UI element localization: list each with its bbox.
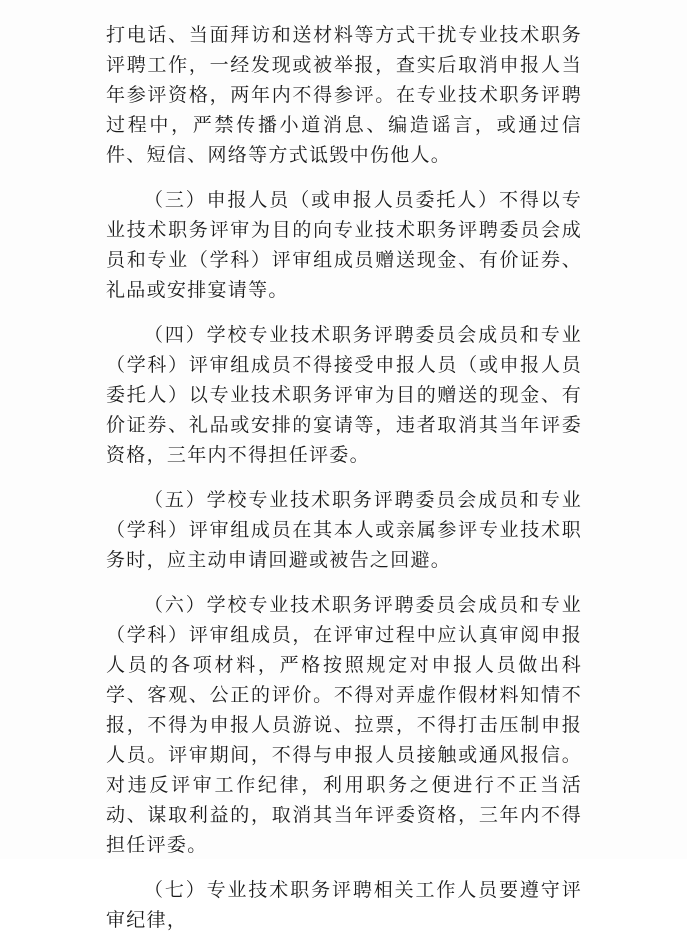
document-body bbox=[106, 20, 582, 935]
paragraph-item-7: （七）专业技术职务评聘相关工作人员要遵守评审纪律， bbox=[106, 879, 582, 931]
paragraph-item-5: （五）学校专业技术职务评聘委员会成员和专业（学科）评审组成员在其本人或亲属参评专业技术职务时，应主动申请回避或被告之回避。 bbox=[106, 489, 582, 571]
paragraph-item-6: （六）学校专业技术职务评聘委员会成员和专业（学科）评审组成员，在评审过程中应认真审阅申报人员的各项材料，严格按照规定对申报人员做出科学、客观、公正的评价。不得对弄虚作假材料知情不报，不得为申报人员游说、拉票，不得打击压制申报人员。评审期间，不得与申报人员接触或通风报信。对违反评审工作纪律，利用职务之便进行不正当活动、谋取利益的，取消其当年评委资格，三年内不得担任评委。 bbox=[106, 594, 582, 856]
paragraph-item-4: （四）学校专业技术职务评聘委员会成员和专业（学科）评审组成员不得接受申报人员（或申报人员委托人）以专业技术职务评审为目的赠送的现金、有价证券、礼品或安排的宴请等，违者取消其当年评委资格，三年内不得担任评委。 bbox=[106, 324, 582, 466]
paragraph-continuation: 打电话、当面拜访和送材料等方式干扰专业技术职务评聘工作，一经发现或被举报，查实后取消申报人当年参评资格，两年内不得参评。在专业技术职务评聘过程中，严禁传播小道消息、编造谣言，或通过信件、短信、网络等方式诋毁中伤他人。 bbox=[106, 24, 582, 166]
paragraph-item-3: （三）申报人员（或申报人员委托人）不得以专业技术职务评审为目的向专业技术职务评聘委员会成员和专业（学科）评审组成员赠送现金、有价证券、礼品或安排宴请等。 bbox=[106, 189, 582, 301]
